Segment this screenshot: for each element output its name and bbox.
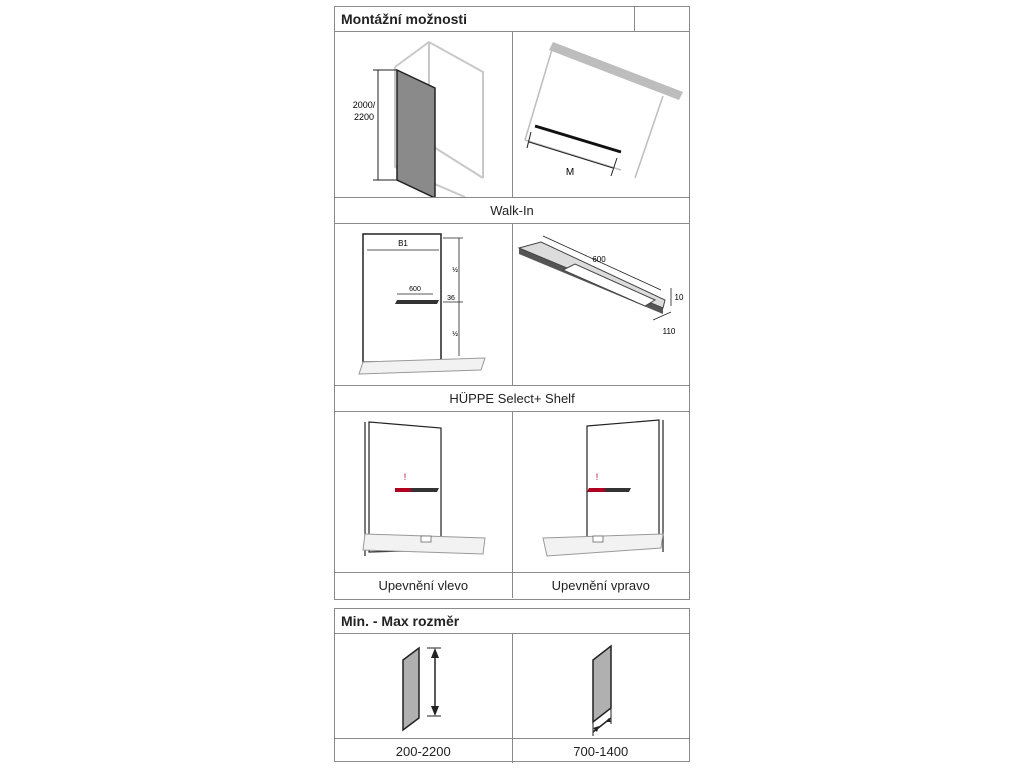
- shelf-half-bottom: ½: [452, 331, 458, 338]
- shelf-detail-height: 10: [674, 293, 684, 302]
- header-empty-box: [634, 7, 689, 31]
- mounting-options-header: [335, 7, 689, 32]
- height-range-caption: 200-2200: [395, 743, 451, 759]
- walkin-width-label: M: [565, 167, 575, 178]
- mounting-caption-row: [335, 573, 689, 598]
- mounting-options-title: Montážní možnosti: [341, 11, 467, 27]
- mounting-right-caption: Upevnění vpravo: [512, 573, 690, 598]
- shelf-front-drawing: [335, 224, 512, 385]
- min-max-title: Min. - Max rozměr: [341, 613, 460, 629]
- height-range-drawing: [335, 634, 512, 738]
- mounting-right-warning: !: [595, 472, 599, 482]
- mounting-options-panel: [334, 6, 690, 600]
- walkin-height-label-2: 2200: [353, 112, 375, 122]
- mounting-right-drawing: [512, 412, 690, 572]
- walkin-drawing-row: [335, 32, 689, 198]
- walkin-caption: Walk-In: [335, 198, 689, 224]
- shelf-caption: HÜPPE Select+ Shelf: [335, 386, 689, 412]
- min-max-drawing-row: [335, 634, 689, 739]
- walkin-height-label-1: 2000/: [352, 100, 376, 110]
- mounting-drawing-row: [335, 412, 689, 573]
- shelf-half-top: ½: [452, 267, 458, 274]
- mounting-left-drawing: [335, 412, 512, 572]
- glass-panel-shape: [397, 70, 435, 197]
- shelf-detail-drawing: [512, 224, 690, 385]
- width-range-caption: 700-1400: [512, 739, 690, 763]
- width-range-drawing: [512, 634, 690, 738]
- min-max-caption-row: [335, 739, 689, 763]
- walkin-top-view-drawing: [512, 32, 690, 197]
- min-max-panel: [334, 608, 690, 762]
- shelf-detail-length: 600: [592, 255, 606, 264]
- shelf-b1-label: B1: [398, 239, 408, 248]
- shelf-detail-depth: 110: [662, 327, 676, 336]
- shelf-offset-label: 36: [447, 295, 455, 302]
- walkin-perspective-drawing: [335, 32, 512, 197]
- shelf-drawing-row: [335, 224, 689, 386]
- min-max-header: [335, 609, 689, 634]
- mounting-left-caption: Upevnění vlevo: [378, 578, 469, 593]
- mounting-left-warning: !: [403, 472, 407, 482]
- shelf-width-label: 600: [409, 286, 421, 293]
